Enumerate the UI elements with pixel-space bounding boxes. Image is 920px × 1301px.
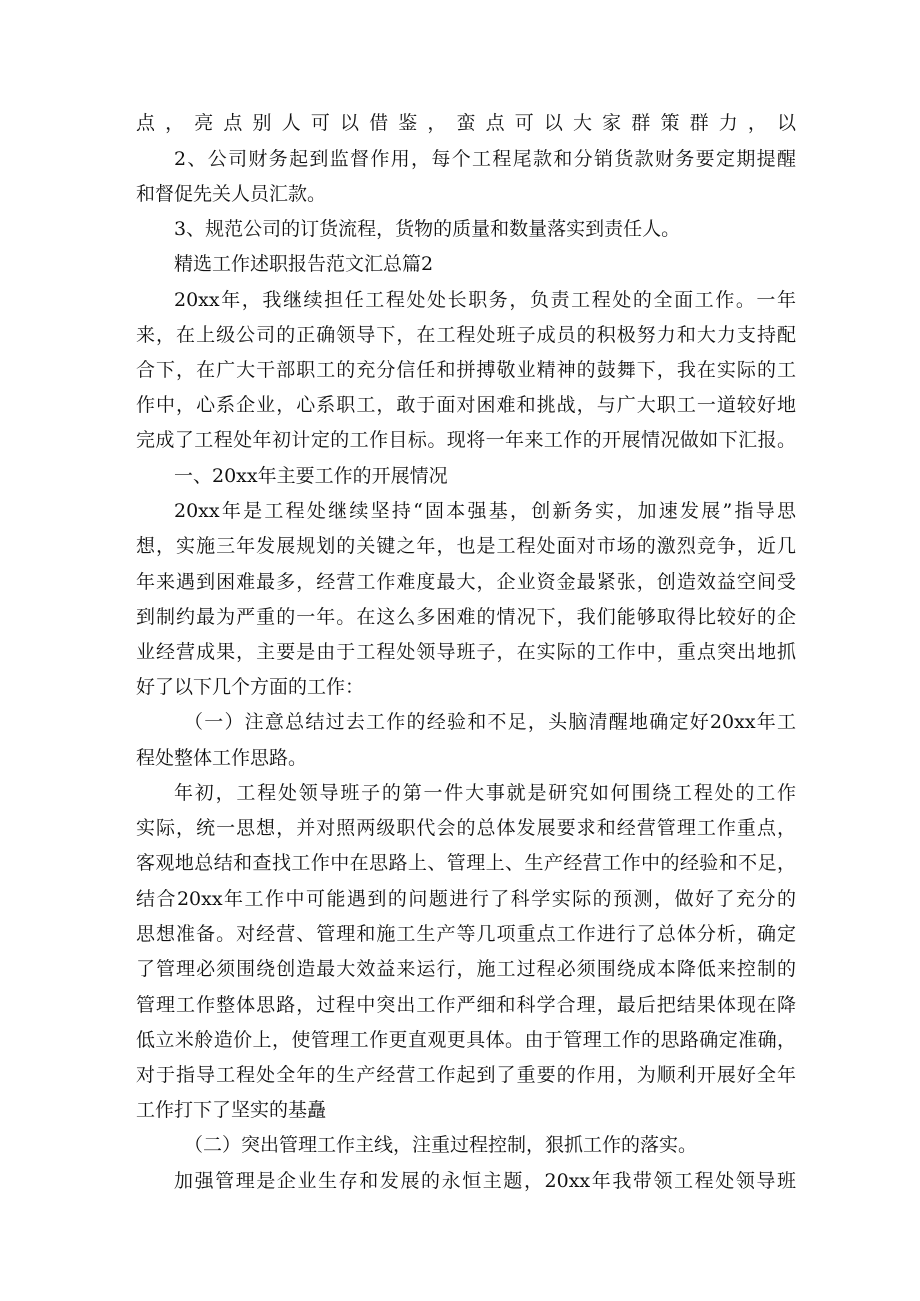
text-line: 低立米舲造价上，使管理工作更直观更具体。由于管理工作的思路确定准确， [136,1029,796,1051]
subsection-heading: （二）突出管理工作主线，注重过程控制，狠抓工作的落实。 [184,1134,698,1156]
text-line: 到制约最为严重的一年。在这么多困难的情况下，我们能够取得比较好的企 [136,606,796,628]
text-line: 工作打下了坚实的基矗 [136,1099,327,1121]
text-line: 程处整体工作思路。 [136,747,308,769]
text-line: 业经营成果，主要是由于工程处领导班子，在实际的工作中，重点突出地抓 [136,641,796,663]
text-line: 合下，在广大干部职工的充分信任和拼搏敬业精神的鼓舞下，我在实际的工 [136,359,796,381]
paragraph-start: 20xx年，我继续担任工程处处长职务，负责工程处的全面工作。一年 [174,289,796,311]
text-line: 点，亮点别人可以借鉴，蛮点可以大家群策群力，以 [136,112,796,134]
section-title: 精选工作述职报告范文汇总篇2 [174,253,434,275]
text-line: 好了以下几个方面的工作： [136,676,365,698]
text-line: 管理工作整体思路，过程中突出工作严细和科学合理，最后把结果体现在降 [136,994,796,1016]
text-line: 客观地总结和查找工作中在思路上、管理上、生产经营工作中的经验和不足， [136,852,796,874]
text-line: 对于指导工程处全年的生产经营工作起到了重要的作用，为顺利开展好全年 [136,1064,796,1086]
text-line: 思想准备。对经营、管理和施工生产等几项重点工作进行了总体分析，确定 [136,923,796,945]
text-line: 想，实施三年发展规划的关键之年，也是工程处面对市场的激烈竞争，近几 [136,535,796,557]
section-heading: 一、20xx年主要工作的开展情况 [174,465,448,487]
list-item: 3、规范公司的订货流程，货物的质量和数量落实到责任人。 [174,218,681,240]
text-line: 和督促先关人员汇款。 [136,183,327,205]
subsection-heading: （一）注意总结过去工作的经验和不足，头脑清醒地确定好20xx年工 [184,711,796,733]
paragraph-start: 加强管理是企业生存和发展的永恒主题，20xx年我带领工程处领导班 [174,1170,796,1192]
text-line: 作中，心系企业，心系职工，敢于面对困难和挑战，与广大职工一道较好地 [136,394,796,416]
text-line: 年来遇到困难最多，经营工作难度最大，企业资金最紧张，创造效益空间受 [136,571,796,593]
paragraph-start: 年初，工程处领导班子的第一件大事就是研究如何围绕工程处的工作 [174,782,796,804]
text-line: 了管理必须围绕创造最大效益来运行，施工过程必须围绕成本降低来控制的 [136,958,796,980]
text-line: 实际，统一思想，并对照两级职代会的总体发展要求和经营管理工作重点， [136,817,796,839]
list-item: 2、公司财务起到监督作用，每个工程尾款和分销货款财务要定期提醒 [174,148,796,170]
text-line: 结合20xx年工作中可能遇到的问题进行了科学实际的预测，做好了充分的 [136,888,796,910]
text-line: 完成了工程处年初计定的工作目标。现将一年来工作的开展情况做如下汇报。 [136,429,796,451]
paragraph-start: 20xx年是工程处继续坚持“固本强基，创新务实，加速发展”指导思 [174,500,796,522]
text-line: 来，在上级公司的正确领导下，在工程处班子成员的积极努力和大力支持配 [136,324,796,346]
